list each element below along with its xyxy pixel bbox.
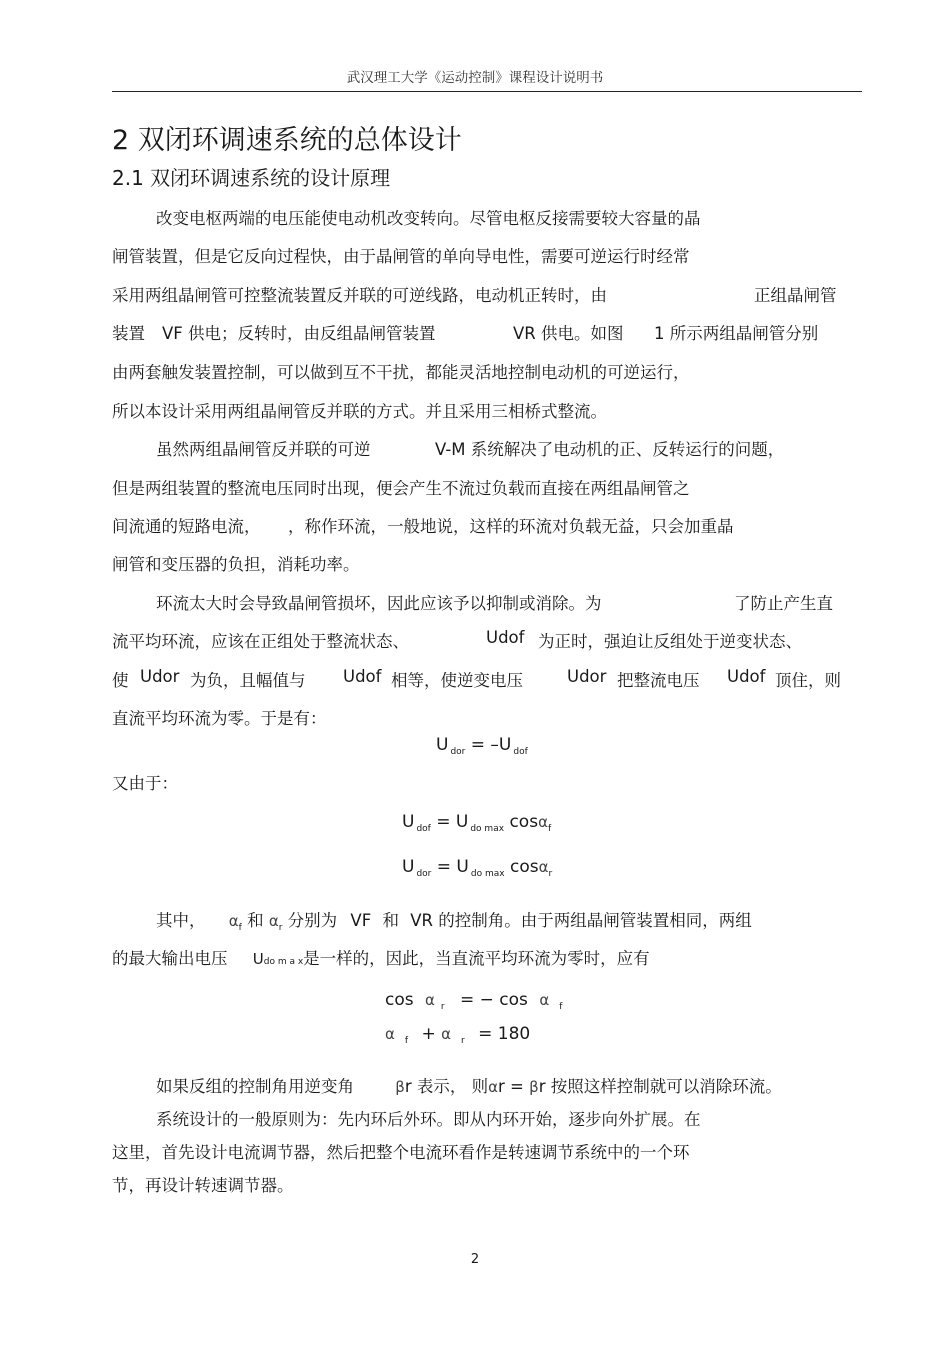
eq1-sub-dor: dor — [450, 747, 466, 757]
para4-l2a: 的最大输出电压 — [112, 949, 228, 968]
para3-line2c: 为正时，强迫让反组处于逆变状态、 — [538, 632, 802, 651]
eq4-mid: = − cos — [460, 990, 528, 1010]
eq5-sub-f: f — [404, 1036, 409, 1046]
para3-line3h: Udof — [727, 667, 766, 686]
para1-line1: 改变电枢两端的电压能使电动机改变转向。尽管电枢反接需要较大容量的晶 — [156, 209, 701, 228]
para3-line2a: 流平均环流，应该在正组处于整流状态、 — [112, 632, 409, 651]
para5-d: r — [538, 1077, 546, 1096]
para4-he: 和 — [247, 911, 264, 930]
para2-line4: 闸管和变压器的负担，消耗功率。 — [112, 555, 360, 574]
eq3-u: U — [402, 857, 415, 877]
alpha-symbol: α — [539, 991, 550, 1009]
para1-line4b: VF 供电；反转时，由反组晶闸管装置 — [162, 324, 436, 343]
page-number: 2 — [470, 1252, 480, 1267]
para3-line2b: Udof — [486, 628, 525, 647]
alpha-symbol: α — [538, 858, 549, 876]
beta-symbol: β — [395, 1078, 405, 1096]
beta-symbol: β — [529, 1078, 539, 1096]
para1-line4c: VR 供电。如图 — [513, 324, 624, 343]
eq3-sub-dor: dor — [416, 869, 432, 879]
para1-line3b: 正组晶闸管 — [754, 286, 837, 305]
para3-line4: 直流平均环流为零。于是有： — [112, 709, 327, 728]
alpha-symbol: α — [425, 991, 435, 1009]
para4-l2c: 是一样的，因此，当直流平均环流为零时，应有 — [303, 949, 650, 968]
para1-line4a: 装置 — [112, 324, 145, 343]
eq4-sub-f: f — [559, 1002, 563, 1012]
para1-line6: 所以本设计采用两组晶闸管反并联的方式。并且采用三相桥式整流。 — [112, 402, 607, 421]
para3-line3d: Udof — [343, 667, 382, 686]
para5-line — [156, 1073, 782, 1097]
para4-b: 分别为 — [287, 911, 338, 930]
eq3-mid: = U — [436, 857, 469, 877]
para4-g: 的控制角。由于两组晶闸管装置相同，两组 — [438, 911, 752, 930]
eq1-sub-dof: dof — [513, 747, 528, 757]
para3-line3c: 为负，且幅值与 — [190, 671, 306, 690]
para3-line1a: 环流太大时会导致晶闸管损坏，因此应该予以抑制或消除。为 — [156, 594, 602, 613]
para5-r: r — [404, 1077, 412, 1096]
eq1-mid: = –U — [470, 735, 512, 755]
para5-e: 按照这样控制就可以消除环流。 — [550, 1077, 782, 1096]
para5-a: 如果反组的控制角用逆变角 — [156, 1077, 354, 1096]
para1-line3a: 采用两组晶闸管可控整流装置反并联的可逆线路，电动机正转时，由 — [112, 286, 607, 305]
para3-line3f: Udor — [567, 667, 607, 686]
para1-line5: 由两套触发装置控制，可以做到互不干扰，都能灵活地控制电动机的可逆运行， — [112, 363, 690, 382]
para5-b: 表示， 则 — [416, 1077, 489, 1096]
equation-2 — [402, 812, 551, 832]
section-title: 2 双闭环调速系统的总体设计 — [112, 125, 462, 156]
alpha-symbol: α — [538, 813, 548, 831]
para4-vr: VR — [410, 911, 433, 930]
alpha-symbol: α — [228, 912, 239, 930]
para5-c: r = — [498, 1077, 524, 1096]
eq1-u: U — [436, 735, 449, 755]
eq3-sub-domax: do max — [470, 869, 505, 879]
eq2-sub-dof: dof — [416, 824, 431, 834]
para4-l2sub: do m a x — [263, 957, 304, 967]
para4-he2: 和 — [382, 911, 399, 930]
para2-line1b: V-M 系统解决了电动机的正、反转运行的问题， — [435, 440, 785, 459]
para4-line1 — [156, 907, 752, 931]
eq4-sub-r: r — [440, 1002, 445, 1012]
para4-a: 其中， — [156, 911, 206, 930]
alpha-symbol: α — [268, 912, 279, 930]
equation-1 — [436, 735, 528, 755]
para4-l2b: U — [252, 950, 264, 968]
page-header: 武汉理工大学《运动控制》课程设计说明书 — [346, 70, 604, 86]
alpha-symbol: α — [441, 1025, 452, 1043]
para2-line1a: 虽然两组晶闸管反并联的可逆 — [156, 440, 371, 459]
eq4-cos: cos — [385, 990, 414, 1010]
eq2-sub-domax: do max — [470, 824, 505, 834]
equation-5 — [385, 1024, 530, 1044]
eq3-sub-r: r — [548, 869, 553, 879]
eq5-plus: + — [421, 1024, 436, 1044]
para6-line2: 这里，首先设计电流调节器，然后把整个电流环看作是转速调节系统中的一个环 — [112, 1143, 690, 1162]
eq2-cos: cos — [509, 812, 539, 832]
alpha-symbol: α — [385, 1025, 395, 1043]
para3-line3a: 使 — [112, 671, 129, 690]
para4-vf: VF — [350, 911, 372, 930]
para4-sub-r: r — [278, 923, 283, 933]
para3-line3g: 把整流电压 — [617, 671, 700, 690]
para3-line3i: 顶住，则 — [775, 671, 841, 690]
eq2-sub-f: f — [547, 824, 552, 834]
para6-line1: 系统设计的一般原则为：先内环后外环。即从内环开始，逐步向外扩展。在 — [156, 1110, 701, 1129]
para3-line3e: 相等，使逆变电压 — [391, 671, 523, 690]
eq2-u: U — [402, 812, 415, 832]
para6-line3: 节，再设计转速调节器。 — [112, 1176, 294, 1195]
para2-line2: 但是两组装置的整流电压同时出现，便会产生不流过负载而直接在两组晶闸管之 — [112, 479, 690, 498]
para2-line3a: 间流通的短路电流， — [112, 517, 261, 536]
para4-line2 — [112, 945, 650, 969]
eq3-cos: cos — [509, 857, 539, 877]
eq5-mid: = 180 — [478, 1024, 531, 1044]
para1-line4d: 1 所示两组晶闸管分别 — [654, 324, 819, 343]
para3-line3b: Udor — [140, 667, 180, 686]
eq2-mid: = U — [436, 812, 469, 832]
para2-line3b: ，称作环流，一般地说，这样的环流对负载无益，只会加重晶 — [288, 517, 734, 536]
equation-3 — [402, 857, 552, 877]
equation-4 — [385, 990, 562, 1010]
alpha-symbol: α — [488, 1078, 499, 1096]
para1-line2: 闸管装置，但是它反向过程快，由于晶闸管的单向导电性，需要可逆运行时经常 — [112, 247, 690, 266]
para4-sub-f: f — [238, 923, 242, 933]
header-rule — [112, 91, 862, 92]
para3-line1b: 了防止产生直 — [734, 594, 833, 613]
eq5-sub-r: r — [461, 1036, 465, 1046]
subsection-title: 2.1 双闭环调速系统的设计原理 — [112, 166, 391, 190]
also-label: 又由于： — [112, 774, 178, 793]
